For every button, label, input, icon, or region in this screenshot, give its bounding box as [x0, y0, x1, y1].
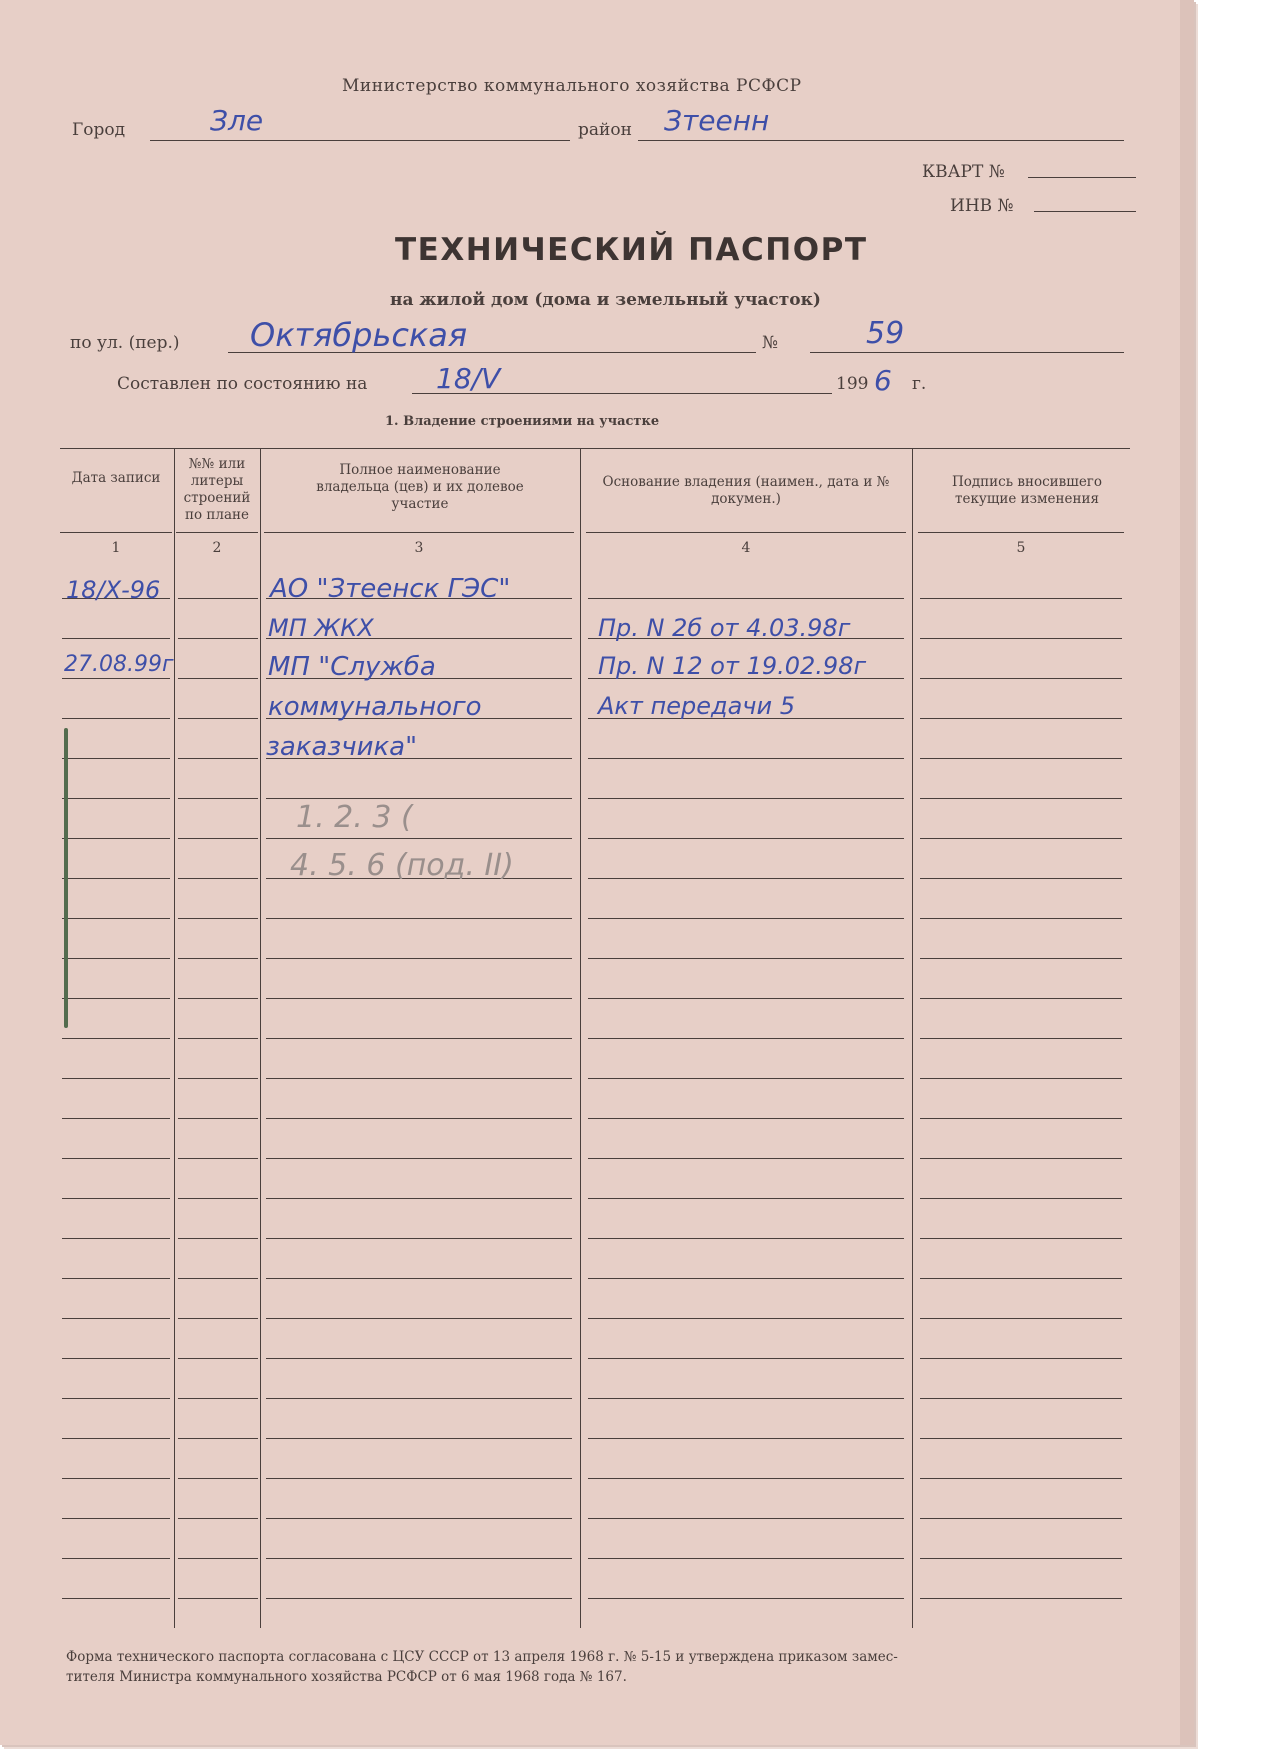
- col-number-2: 2: [212, 540, 222, 556]
- ruled-line: [62, 1478, 170, 1479]
- ruled-line: [178, 1398, 258, 1399]
- ruled-line: [62, 1358, 170, 1359]
- ruled-line: [588, 918, 904, 919]
- header-underline-2: [176, 532, 258, 533]
- ruled-line: [588, 1598, 904, 1599]
- ruled-line: [178, 1238, 258, 1239]
- col-header-4: Основание владения (наимен., дата и № докумен.): [602, 474, 890, 507]
- ruled-line: [588, 1478, 904, 1479]
- column-divider-2: [260, 448, 261, 1628]
- table-top-border: [60, 448, 1130, 449]
- ruled-line: [178, 1078, 258, 1079]
- ruled-line: [266, 1118, 572, 1119]
- ruled-line: [62, 958, 170, 959]
- entry-owner-2: МП ЖКХ: [268, 614, 374, 642]
- ruled-line: [266, 1558, 572, 1559]
- header-underline-4: [586, 532, 906, 533]
- ruled-line: [62, 758, 170, 759]
- ruled-line: [588, 1558, 904, 1559]
- city-label: Город: [72, 120, 126, 140]
- year-digit: 6: [874, 364, 892, 397]
- entry-date-2: 27.08.99г: [64, 652, 174, 677]
- column-divider-4: [912, 448, 913, 1628]
- ruled-line: [920, 1118, 1122, 1119]
- number-value: 59: [866, 316, 905, 351]
- col-header-1: Дата записи: [71, 470, 161, 486]
- ruled-line: [920, 718, 1122, 719]
- ruled-line: [266, 1318, 572, 1319]
- ruled-line: [178, 718, 258, 719]
- year-prefix: 199: [836, 374, 869, 394]
- year-suffix: г.: [912, 374, 927, 394]
- green-margin-mark: [64, 728, 68, 1028]
- ruled-line: [178, 1158, 258, 1159]
- ruled-line: [588, 1438, 904, 1439]
- ruled-line: [920, 1558, 1122, 1559]
- ruled-line: [178, 878, 258, 879]
- pencil-note-2: 4. 5. 6 (под. II): [290, 848, 514, 883]
- ruled-line: [920, 1318, 1122, 1319]
- number-label: №: [762, 333, 779, 353]
- ruled-line: [62, 1278, 170, 1279]
- ruled-line: [178, 1278, 258, 1279]
- inv-label: ИНВ №: [950, 196, 1014, 216]
- kvart-label: КВАРТ №: [922, 162, 1005, 182]
- ruled-line: [266, 1038, 572, 1039]
- ruled-line: [62, 638, 170, 639]
- entry-owner-1: АО "Зтеенск ГЭС": [270, 574, 511, 604]
- entry-owner-4: коммунального: [268, 692, 482, 722]
- ruled-line: [62, 1038, 170, 1039]
- ruled-line: [62, 998, 170, 999]
- ruled-line: [178, 638, 258, 639]
- ruled-line: [920, 1278, 1122, 1279]
- ruled-line: [62, 718, 170, 719]
- ruled-line: [266, 1518, 572, 1519]
- col-number-5: 5: [1016, 540, 1026, 556]
- ruled-line: [920, 1358, 1122, 1359]
- ruled-line: [588, 1238, 904, 1239]
- ruled-line: [178, 1438, 258, 1439]
- ruled-line: [266, 958, 572, 959]
- ruled-line: [588, 1398, 904, 1399]
- entry-basis-3: Акт передачи 5: [598, 692, 795, 720]
- ruled-line: [920, 1398, 1122, 1399]
- ruled-line: [588, 1078, 904, 1079]
- number-underline: [810, 352, 1124, 353]
- ruled-line: [588, 598, 904, 599]
- sheet-edge: [1180, 0, 1194, 1745]
- entry-owner-3: МП "Служба: [268, 652, 436, 682]
- column-divider-1: [174, 448, 175, 1628]
- ruled-line: [266, 1358, 572, 1359]
- ruled-line: [266, 798, 572, 799]
- ruled-line: [178, 1358, 258, 1359]
- ruled-line: [178, 918, 258, 919]
- state-label: Составлен по состоянию на: [117, 374, 368, 394]
- ruled-line: [920, 998, 1122, 999]
- ruled-line: [266, 1078, 572, 1079]
- ruled-line: [62, 1438, 170, 1439]
- ruled-line: [920, 918, 1122, 919]
- ruled-line: [62, 1558, 170, 1559]
- ruled-line: [588, 998, 904, 999]
- ruled-line: [62, 1398, 170, 1399]
- ruled-line: [266, 1398, 572, 1399]
- ruled-line: [920, 678, 1122, 679]
- ruled-line: [920, 1598, 1122, 1599]
- col-number-4: 4: [741, 540, 751, 556]
- ruled-line: [588, 1038, 904, 1039]
- ruled-line: [588, 1518, 904, 1519]
- ruled-line: [62, 678, 170, 679]
- ruled-line: [588, 838, 904, 839]
- district-value: Зтеенн: [664, 104, 770, 137]
- ruled-line: [178, 598, 258, 599]
- document-title: ТЕХНИЧЕСКИЙ ПАСПОРТ: [395, 232, 868, 268]
- ruled-line: [62, 1198, 170, 1199]
- ruled-line: [178, 1518, 258, 1519]
- ruled-line: [266, 1478, 572, 1479]
- inv-underline: [1034, 211, 1136, 212]
- col-header-5: Подпись вносившего текущие изменения: [951, 474, 1103, 507]
- ruled-line: [62, 1518, 170, 1519]
- ruled-line: [62, 1598, 170, 1599]
- ruled-line: [920, 1478, 1122, 1479]
- city-value: Зле: [210, 104, 264, 137]
- ruled-line: [920, 1158, 1122, 1159]
- ruled-line: [62, 1238, 170, 1239]
- footer-line-1: Форма технического паспорта согласована с ЦСУ СССР от 13 апреля 1968 г. № 5-15 и утверждена приказом замес-: [66, 1649, 898, 1665]
- ruled-line: [920, 638, 1122, 639]
- column-divider-3: [580, 448, 581, 1628]
- entry-basis-1: Пр. N 2б от 4.03.98г: [598, 614, 851, 642]
- ruled-line: [178, 1318, 258, 1319]
- ruled-line: [62, 1118, 170, 1119]
- ruled-line: [920, 1078, 1122, 1079]
- ruled-line: [920, 958, 1122, 959]
- ruled-line: [588, 1198, 904, 1199]
- ruled-line: [178, 1478, 258, 1479]
- ministry-header: Министерство коммунального хозяйства РСФСР: [342, 76, 802, 96]
- ruled-line: [62, 1318, 170, 1319]
- ruled-line: [266, 998, 572, 999]
- footer-line-2: тителя Министра коммунального хозяйства РСФСР от 6 мая 1968 года № 167.: [66, 1669, 627, 1685]
- street-label: по ул. (пер.): [70, 333, 180, 353]
- ruled-line: [62, 838, 170, 839]
- ruled-line: [920, 758, 1122, 759]
- ruled-line: [588, 1278, 904, 1279]
- ruled-line: [920, 838, 1122, 839]
- ruled-line: [588, 758, 904, 759]
- ruled-line: [178, 798, 258, 799]
- entry-owner-5: заказчика": [266, 732, 418, 762]
- ruled-line: [178, 758, 258, 759]
- ruled-line: [920, 1518, 1122, 1519]
- ruled-line: [178, 1118, 258, 1119]
- district-label: район: [578, 120, 632, 140]
- ownership-table: [60, 448, 1130, 1628]
- ruled-line: [920, 1038, 1122, 1039]
- district-underline: [638, 140, 1124, 141]
- ruled-line: [266, 1278, 572, 1279]
- ruled-line: [266, 1158, 572, 1159]
- ruled-line: [588, 1158, 904, 1159]
- ruled-line: [588, 1358, 904, 1359]
- ruled-line: [62, 1078, 170, 1079]
- section-title: 1. Владение строениями на участке: [385, 414, 660, 429]
- state-date: 18/V: [436, 362, 501, 395]
- header-underline-5: [918, 532, 1124, 533]
- ruled-line: [588, 1318, 904, 1319]
- ruled-line: [266, 1198, 572, 1199]
- ruled-line: [920, 878, 1122, 879]
- ruled-line: [920, 1198, 1122, 1199]
- ruled-line: [920, 1438, 1122, 1439]
- ruled-line: [178, 1598, 258, 1599]
- ruled-line: [920, 798, 1122, 799]
- ruled-line: [588, 958, 904, 959]
- ruled-line: [588, 1118, 904, 1119]
- ruled-line: [62, 798, 170, 799]
- ruled-line: [178, 1198, 258, 1199]
- ruled-line: [62, 878, 170, 879]
- footer-note: [66, 1647, 1116, 1687]
- ruled-line: [178, 1038, 258, 1039]
- street-value: Октябрьская: [250, 316, 468, 354]
- document-subtitle: на жилой дом (дома и земельный участок): [390, 290, 821, 310]
- ruled-line: [920, 1238, 1122, 1239]
- ruled-line: [178, 678, 258, 679]
- col-header-2: №№ или литеры строений по плане: [183, 456, 251, 523]
- ruled-line: [62, 918, 170, 919]
- ruled-line: [266, 918, 572, 919]
- ruled-line: [266, 1238, 572, 1239]
- ruled-line: [588, 798, 904, 799]
- col-number-3: 3: [414, 540, 424, 556]
- entry-date-1: 18/Х-96: [66, 576, 161, 604]
- header-underline-1: [60, 532, 172, 533]
- ruled-line: [178, 1558, 258, 1559]
- city-underline: [150, 140, 570, 141]
- ruled-line: [178, 838, 258, 839]
- ruled-line: [178, 998, 258, 999]
- ruled-line: [62, 1158, 170, 1159]
- ruled-line: [266, 838, 572, 839]
- ruled-line: [178, 958, 258, 959]
- entry-basis-2: Пр. N 12 от 19.02.98г: [598, 652, 867, 680]
- kvart-underline: [1028, 177, 1136, 178]
- ruled-line: [266, 1438, 572, 1439]
- ruled-line: [920, 598, 1122, 599]
- header-underline-3: [264, 532, 574, 533]
- col-number-1: 1: [111, 540, 121, 556]
- pencil-note-1: 1. 2. 3 (: [296, 800, 413, 835]
- ruled-line: [588, 878, 904, 879]
- ruled-line: [266, 1598, 572, 1599]
- col-header-3: Полное наименование владельца (цев) и их долевое участие: [316, 462, 524, 512]
